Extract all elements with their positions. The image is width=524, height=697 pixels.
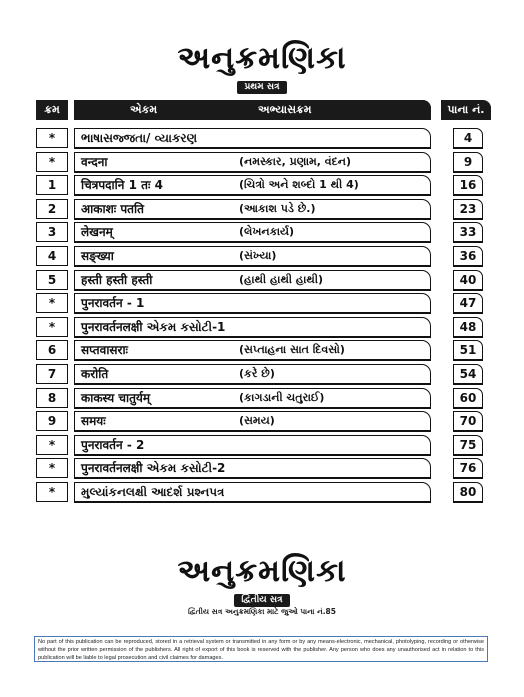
row-subtitle: (આકાશ પડે છે.) (239, 201, 316, 215)
row-number: 4 (36, 246, 68, 266)
row-subtitle: (નમસ્કાર, પ્રણામ, વંદન) (239, 154, 352, 168)
row-number: * (36, 482, 68, 502)
row-page-number: 9 (453, 152, 483, 173)
table-row (0, 482, 524, 502)
table-row (0, 128, 524, 148)
semester-label: પ્રથમ સત્ર (237, 81, 286, 94)
header-main (74, 100, 431, 120)
table-row (0, 411, 524, 431)
table-row (0, 388, 524, 408)
row-number: 2 (36, 199, 68, 219)
row-title: पुनरावर्तनलक्षी એકમ કસોટી-2 (81, 461, 226, 476)
row-content (74, 270, 431, 291)
row-page-number: 60 (453, 388, 483, 409)
row-number: * (36, 458, 68, 478)
row-number: * (36, 128, 68, 148)
header-abhyaskram: અભ્યાસક્રમ (258, 103, 312, 116)
row-title: वन्दना (81, 154, 108, 169)
row-number: 9 (36, 411, 68, 431)
row-number: * (36, 293, 68, 313)
row-title: મુલ્યાંકનલક્ષી આદર્શ પ્રશ્નપત્ર (81, 485, 225, 499)
table-row (0, 293, 524, 313)
row-content (74, 152, 431, 173)
row-number: * (36, 317, 68, 337)
row-page-number: 70 (453, 411, 483, 432)
row-number: * (36, 435, 68, 455)
header-page: પાના નં. (441, 100, 491, 120)
row-number: 6 (36, 340, 68, 360)
row-page-number: 33 (453, 222, 483, 243)
row-page-number: 75 (453, 435, 483, 456)
row-page-number: 16 (453, 175, 483, 196)
row-content (74, 340, 431, 361)
row-title: चित्रपदानि 1 तः 4 (81, 178, 163, 193)
row-number: * (36, 152, 68, 172)
row-page-number: 76 (453, 458, 483, 479)
row-content (74, 411, 431, 432)
row-number: 1 (36, 175, 68, 195)
row-subtitle: (સપ્તાહના સાત દિવસો) (239, 343, 345, 357)
title-bottom (0, 555, 524, 607)
row-title: पुनरावर्तनलक्षी એકમ કસોટી-1 (81, 319, 226, 334)
row-number: 8 (36, 388, 68, 408)
table-row (0, 317, 524, 337)
row-title: करोति (81, 367, 109, 381)
row-number: 7 (36, 364, 68, 384)
table-row (0, 199, 524, 219)
row-subtitle: (કરે છે) (239, 367, 275, 380)
row-title: सङ्ख्या (81, 249, 114, 263)
row-content (74, 388, 431, 409)
row-content (74, 175, 431, 196)
row-page-number: 47 (453, 293, 483, 314)
table-row (0, 270, 524, 290)
header-kram: ક્રમ (36, 100, 68, 120)
row-number: 3 (36, 222, 68, 242)
row-title: हस्ती हस्ती हस्ती (81, 272, 153, 287)
row-content (74, 222, 431, 243)
row-title: आकाशः पतति (81, 201, 144, 216)
index-title-second: અનુક્રમણિકા (177, 553, 347, 589)
row-content (74, 364, 431, 385)
title-top (0, 42, 524, 94)
row-subtitle: (લેખનકાર્ય) (239, 225, 295, 239)
row-content (74, 435, 431, 456)
table-row (0, 222, 524, 242)
row-subtitle: (કાગડાની ચતુરાઈ) (239, 390, 325, 404)
row-page-number: 4 (453, 128, 483, 149)
row-content (74, 128, 431, 149)
table-row (0, 175, 524, 195)
row-subtitle: (ચિત્રો અને શબ્દો 1 થી 4) (239, 178, 359, 192)
row-title: समयः (81, 414, 106, 429)
row-content (74, 317, 431, 338)
row-page-number: 48 (453, 317, 483, 338)
copyright-notice: No part of this publication can be reproduced, stored in a retrieval system or transmitted in any form or by any means-electronic, mechanical, photolyping, recording or otherwise without the prior written permission of the publishers. All right of export of this book is reserved with the publisher. Any person who does any unauthorised act in relation to this publication will be liable to legal prosecution and civil claimes for damages. (34, 636, 488, 662)
row-content (74, 293, 431, 314)
row-title: पुनरावर्तन - 2 (81, 437, 145, 452)
row-subtitle: (સંખ્યા) (239, 249, 277, 262)
row-content (74, 199, 431, 220)
row-title: पुनरावर्तन - 1 (81, 296, 145, 311)
index-title: અનુક્રમણિકા (177, 40, 347, 76)
row-content (74, 458, 431, 479)
row-page-number: 40 (453, 270, 483, 291)
row-subtitle: (સમય) (239, 414, 275, 428)
row-page-number: 36 (453, 246, 483, 267)
row-title: लेखनम् (81, 225, 113, 240)
table-row (0, 364, 524, 384)
table-row (0, 435, 524, 455)
semester-label-second: દ્વિતીય સત્ર (234, 594, 289, 607)
row-content (74, 482, 431, 503)
table-row (0, 340, 524, 360)
row-page-number: 23 (453, 199, 483, 220)
row-subtitle: (હાથી હાથી હાથી) (239, 272, 324, 286)
row-number: 5 (36, 270, 68, 290)
table-row (0, 458, 524, 478)
row-page-number: 80 (453, 482, 483, 503)
row-content (74, 246, 431, 267)
second-semester-note: દ્વિતીય સત્ર અનુક્રમણિકા માટે જુઓ પાના નં.85 (188, 607, 336, 616)
header-ekam: એકમ (130, 103, 158, 116)
row-title: सप्तवासराः (81, 343, 128, 358)
table-row (0, 246, 524, 266)
row-title: ભાષાસજ્જતા/ વ્યાકરણ (81, 131, 198, 145)
row-title: काकस्य चातुर्यम् (81, 390, 151, 405)
row-page-number: 54 (453, 364, 483, 385)
table-row (0, 152, 524, 172)
row-page-number: 51 (453, 340, 483, 361)
